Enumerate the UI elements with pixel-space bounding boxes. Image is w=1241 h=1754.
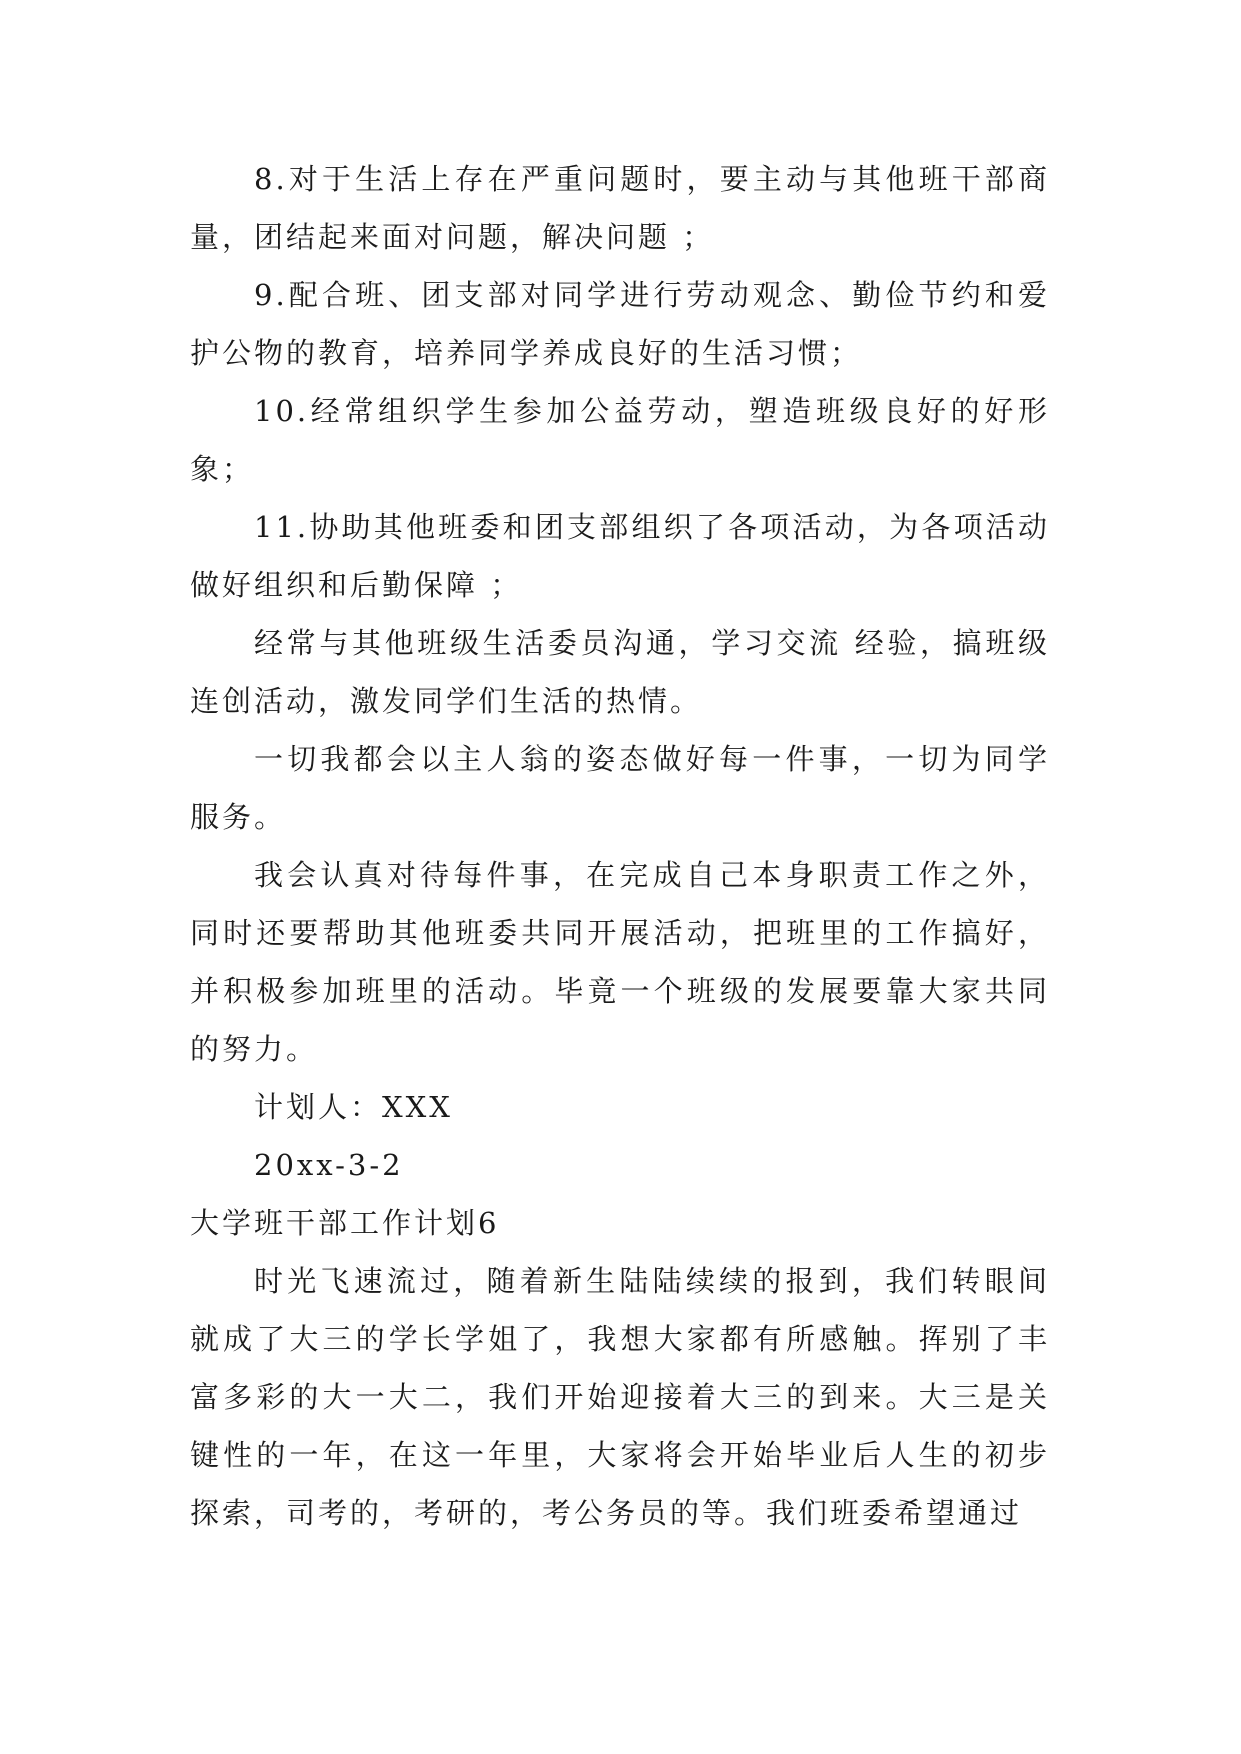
document-body bbox=[190, 150, 1050, 1542]
paragraph-service: 一切我都会以主人翁的姿态做好每一件事，一切为同学服务。 bbox=[190, 742, 1050, 834]
paragraph-item-9: 9.配合班、团支部对同学进行劳动观念、勤俭节约和爱护公物的教育，培养同学养成良好的生活习惯； bbox=[190, 278, 1050, 370]
paragraph-item-8: 8.对于生活上存在严重问题时，要主动与其他班干部商量，团结起来面对问题，解决问题 ； bbox=[190, 162, 1050, 254]
section-paragraph: 时光飞速流过，随着新生陆陆续续的报到，我们转眼间就成了大三的学长学姐了，我想大家都有所感触。挥别了丰富多彩的大一大二，我们开始迎接着大三的到来。大三是关键性的一年，在这一年里，大家将会开始毕业后人生的初步探索，司考的，考研的，考公务员的等。我们班委希望通过 bbox=[190, 1264, 1050, 1530]
paragraph-item-11: 11.协助其他班委和团支部组织了各项活动，为各项活动做好组织和后勤保障 ； bbox=[190, 510, 1050, 602]
paragraph-item-10: 10.经常组织学生参加公益劳动，塑造班级良好的好形象； bbox=[190, 394, 1050, 486]
paragraph-communication: 经常与其他班级生活委员沟通，学习交流 经验，搞班级连创活动，激发同学们生活的热情。 bbox=[190, 626, 1050, 718]
planner-signature: 计划人：XXX bbox=[254, 1090, 453, 1124]
plan-date: 20xx-3-2 bbox=[254, 1148, 404, 1182]
paragraph-commitment: 我会认真对待每件事，在完成自己本身职责工作之外，同时还要帮助其他班委共同开展活动，把班里的工作搞好，并积极参加班里的活动。毕竟一个班级的发展要靠大家共同的努力。 bbox=[190, 858, 1050, 1066]
section-heading: 大学班干部工作计划6 bbox=[190, 1206, 500, 1240]
